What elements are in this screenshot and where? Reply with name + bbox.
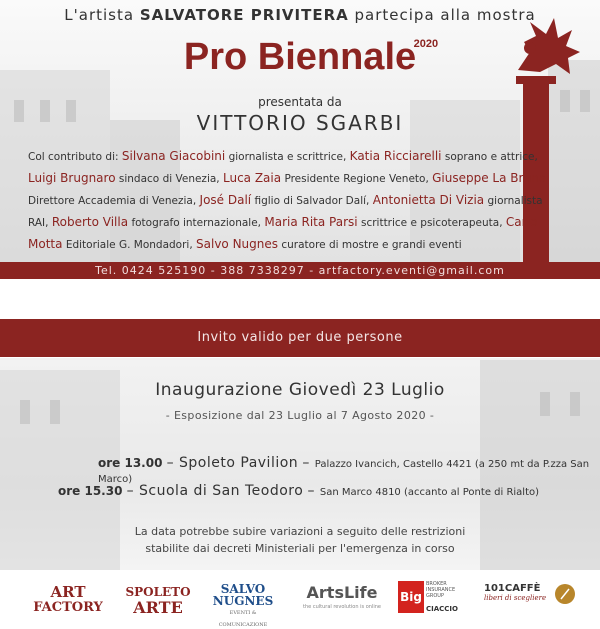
contributor-role: Direttore Accademia di Venezia,	[28, 195, 197, 207]
contributor-name: Katia Ricciarelli	[349, 149, 442, 163]
note-line-2: stabilite dai decreti Ministeriali per l'emergenza in corso	[145, 542, 455, 555]
big-ciaccio-mark: Big	[398, 581, 424, 613]
contributor-role: scrittrice e psicoterapeuta,	[360, 217, 503, 229]
contributor-name: Antonietta Di Vizia	[372, 193, 485, 207]
presented-by: presentata da	[258, 95, 342, 109]
title-text: Pro Biennale	[183, 36, 417, 78]
contributor-role: giornalista e scrittrice,	[228, 151, 347, 163]
contributor-role: fotografo internazionale,	[131, 217, 262, 229]
contributor-name: Luigi Brugnaro	[28, 171, 116, 185]
spoleto-arte-logo: SPOLETO ARTE	[125, 585, 191, 617]
salvo-nugnes-logo: SALVO NUGNES EVENTI & COMUNICAZIONE	[212, 582, 274, 628]
disclaimer-note	[0, 523, 600, 557]
contributor-name: Silvana Giacobini	[121, 149, 226, 163]
invite-text: Invito valido per due persone	[197, 330, 403, 345]
contributor-name: Roberto Villa	[51, 215, 129, 229]
presenter-name: VITTORIO SGARBI	[196, 111, 404, 135]
session-time: ore 15.30	[58, 484, 123, 498]
exhibition-dates: - Esposizione dal 23 Luglio al 7 Agosto 2020 -	[165, 409, 435, 422]
inauguration-date: Inaugurazione Giovedì 23 Luglio	[155, 380, 445, 400]
title-year: 2020	[413, 38, 439, 50]
contributor-name: Maria Rita Parsi	[264, 215, 358, 229]
note-line-1: La data potrebbe subire variazioni a seguito delle restrizioni	[134, 525, 466, 538]
building-right-2	[548, 60, 600, 262]
contributor-role: Editoriale G. Mondadori,	[65, 239, 193, 251]
session-venue: Scuola di San Teodoro	[139, 483, 304, 499]
session-row: ore 15.30 – Scuola di San Teodoro – San Marco 4810 (accanto al Ponte di Rialto)	[58, 483, 540, 499]
contributor-name: Salvo Nugnes	[196, 237, 279, 251]
101-caffe-logo: 101CAFFÈ liberi di scegliere	[484, 583, 580, 602]
session-time: ore 13.00	[98, 456, 163, 470]
contributor-role: sindaco di Venezia,	[118, 173, 220, 185]
session-address: Palazzo Ivancich, Castello 4421 (a 250 mt da P.zza San Marco)	[98, 459, 590, 485]
session-address: San Marco 4810 (accanto al Ponte di Rialto)	[319, 487, 540, 498]
tagline-suffix: partecipa alla mostra	[354, 6, 536, 24]
contributors-intro: Col contributo di:	[28, 151, 119, 163]
session-row: ore 13.00 – Spoleto Pavilion – Palazzo Ivancich, Castello 4421 (a 250 mt da P.zza San Marco)	[98, 455, 590, 485]
contributors-text	[28, 146, 548, 256]
contributor-role: Presidente Regione Veneto,	[284, 173, 429, 185]
tagline	[0, 6, 600, 24]
contributor-name: José Dalí	[199, 193, 252, 207]
contributor-role: giornalista RAI,	[28, 195, 543, 229]
contributor-role: figlio di Salvador Dalí,	[254, 195, 370, 207]
coffee-bean-icon	[554, 583, 576, 605]
tagline-prefix: L'artista	[64, 6, 135, 24]
exhibition-title	[0, 36, 600, 79]
art-factory-logo: ART FACTORY	[33, 583, 103, 615]
artslife-logo: ArtsLife the cultural revolution is online	[303, 583, 381, 610]
contributor-name: Giuseppe La Bruna	[432, 171, 547, 185]
contributor-name: Carlo Motta	[28, 215, 538, 251]
contributor-name: Luca Zaia	[222, 171, 282, 185]
sponsor-logos: ART FACTORY SPOLETO ARTE SALVO NUGNES EVENTI & COMUNICAZIONE ArtsLife the cultural revolution is online Big BROKER INSURANCE GROUP CIACCIO 101CAFFÈ liberi di scegliere	[0, 575, 600, 629]
artist-name: SALVATORE PRIVITERA	[139, 6, 349, 24]
contributor-role: curatore di mostre e grandi eventi	[281, 239, 462, 251]
contact-line: Tel. 0424 525190 - 388 7338297 - artfactory.eventi@gmail.com	[95, 264, 505, 277]
contributor-role: soprano e attrice,	[444, 151, 538, 163]
session-venue: Spoleto Pavilion	[179, 455, 299, 471]
